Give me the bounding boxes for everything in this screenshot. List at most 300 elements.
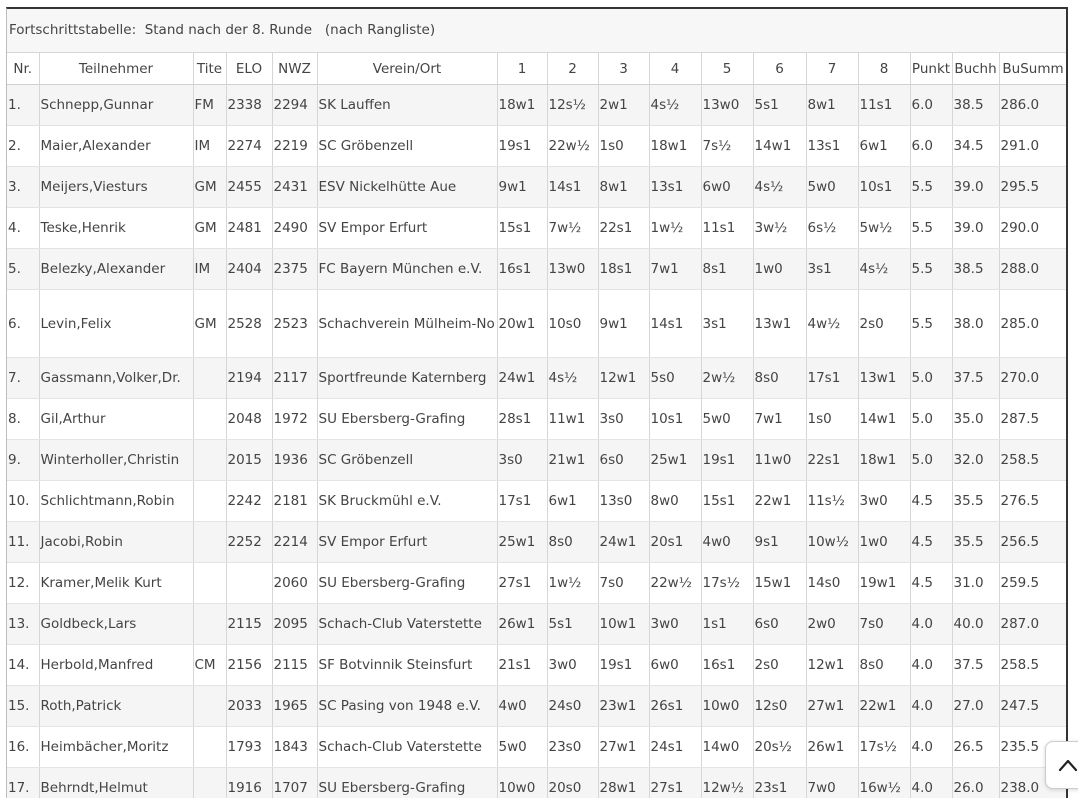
cell-col-busumme: 286.0 <box>999 85 1067 126</box>
standings-table-container <box>6 7 1068 798</box>
cell-col-round-1: 10w0 <box>497 768 547 798</box>
cell-col-round-1: 27s1 <box>497 563 547 604</box>
cell-col-round-3: 18s1 <box>598 249 649 290</box>
cell-col-nr: 4. <box>7 208 39 249</box>
cell-col-titel <box>193 358 226 399</box>
cell-col-round-6: 2s0 <box>753 645 806 686</box>
cell-col-busumme: 285.0 <box>999 290 1067 358</box>
cell-col-round-2: 5s1 <box>547 604 598 645</box>
cell-col-nwz: 2375 <box>272 249 317 290</box>
cell-col-nr: 8. <box>7 399 39 440</box>
cell-col-elo: 2048 <box>226 399 272 440</box>
cell-col-elo: 1916 <box>226 768 272 798</box>
cell-col-round-6: 3w½ <box>753 208 806 249</box>
cell-col-round-2: 23s0 <box>547 727 598 768</box>
cell-col-round-5: 14w0 <box>701 727 753 768</box>
header-col-nr: Nr. <box>7 53 39 85</box>
cell-col-nr: 13. <box>7 604 39 645</box>
cell-col-round-5: 15s1 <box>701 481 753 522</box>
table-caption: Fortschrittstabelle: Stand nach der 8. Runde (nach Rangliste) <box>7 9 1066 53</box>
cell-col-busumme: 276.5 <box>999 481 1067 522</box>
cell-col-round-1: 20w1 <box>497 290 547 358</box>
cell-col-round-1: 5w0 <box>497 727 547 768</box>
cell-col-teilnehmer: Roth,Patrick <box>39 686 193 727</box>
header-col-round-1: 1 <box>497 53 547 85</box>
table-row <box>7 399 1067 440</box>
cell-col-round-7: 1s0 <box>806 399 858 440</box>
cell-col-elo: 2528 <box>226 290 272 358</box>
cell-col-elo: 2015 <box>226 440 272 481</box>
cell-col-busumme: 256.5 <box>999 522 1067 563</box>
cell-col-buchholz: 40.0 <box>952 604 999 645</box>
cell-col-titel: IM <box>193 249 226 290</box>
cell-col-teilnehmer: Belezky,Alexander <box>39 249 193 290</box>
cell-col-punkte: 5.5 <box>910 208 952 249</box>
cell-col-verein: SV Empor Erfurt <box>317 522 497 563</box>
cell-col-titel: GM <box>193 167 226 208</box>
cell-col-round-2: 24s0 <box>547 686 598 727</box>
cell-col-elo: 2033 <box>226 686 272 727</box>
cell-col-round-7: 22s1 <box>806 440 858 481</box>
cell-col-elo: 2194 <box>226 358 272 399</box>
cell-col-round-7: 3s1 <box>806 249 858 290</box>
cell-col-titel <box>193 604 226 645</box>
header-col-round-2: 2 <box>547 53 598 85</box>
cell-col-round-3: 13s0 <box>598 481 649 522</box>
cell-col-round-5: 13w0 <box>701 85 753 126</box>
cell-col-verein: Schach-Club Vaterstette <box>317 727 497 768</box>
cell-col-verein: SK Bruckmühl e.V. <box>317 481 497 522</box>
cell-col-elo: 2242 <box>226 481 272 522</box>
cell-col-round-4: 14s1 <box>649 290 701 358</box>
cell-col-round-6: 9s1 <box>753 522 806 563</box>
cell-col-round-5: 2w½ <box>701 358 753 399</box>
cell-col-round-4: 26s1 <box>649 686 701 727</box>
cell-col-verein: FC Bayern München e.V. <box>317 249 497 290</box>
header-col-teilnehmer: Teilnehmer <box>39 53 193 85</box>
cell-col-busumme: 287.0 <box>999 604 1067 645</box>
cell-col-round-6: 4s½ <box>753 167 806 208</box>
cell-col-round-8: 11s1 <box>858 85 910 126</box>
cell-col-teilnehmer: Levin,Felix <box>39 290 193 358</box>
table-header-row <box>7 53 1067 85</box>
cell-col-nwz: 1843 <box>272 727 317 768</box>
cell-col-round-2: 14s1 <box>547 167 598 208</box>
cell-col-round-4: 22w½ <box>649 563 701 604</box>
cell-col-buchholz: 26.0 <box>952 768 999 798</box>
cell-col-busumme: 259.5 <box>999 563 1067 604</box>
cell-col-round-4: 27s1 <box>649 768 701 798</box>
cell-col-verein: SC Gröbenzell <box>317 126 497 167</box>
cell-col-round-7: 2w0 <box>806 604 858 645</box>
cell-col-punkte: 4.0 <box>910 604 952 645</box>
cell-col-titel <box>193 481 226 522</box>
cell-col-nr: 16. <box>7 727 39 768</box>
cell-col-round-8: 5w½ <box>858 208 910 249</box>
cell-col-buchholz: 31.0 <box>952 563 999 604</box>
cell-col-round-2: 12s½ <box>547 85 598 126</box>
cell-col-round-7: 13s1 <box>806 126 858 167</box>
cell-col-round-7: 26w1 <box>806 727 858 768</box>
cell-col-round-8: 2s0 <box>858 290 910 358</box>
header-col-round-6: 6 <box>753 53 806 85</box>
cell-col-round-3: 3s0 <box>598 399 649 440</box>
cell-col-round-3: 27w1 <box>598 727 649 768</box>
cell-col-round-3: 22s1 <box>598 208 649 249</box>
cell-col-nr: 11. <box>7 522 39 563</box>
cell-col-round-7: 8w1 <box>806 85 858 126</box>
cell-col-nr: 9. <box>7 440 39 481</box>
cell-col-buchholz: 37.5 <box>952 358 999 399</box>
cell-col-round-2: 8s0 <box>547 522 598 563</box>
cell-col-titel <box>193 563 226 604</box>
cell-col-buchholz: 32.0 <box>952 440 999 481</box>
cell-col-buchholz: 27.0 <box>952 686 999 727</box>
cell-col-round-1: 24w1 <box>497 358 547 399</box>
cell-col-verein: Schach-Club Vaterstette <box>317 604 497 645</box>
cell-col-nwz: 1965 <box>272 686 317 727</box>
cell-col-round-5: 19s1 <box>701 440 753 481</box>
cell-col-titel: GM <box>193 208 226 249</box>
cell-col-punkte: 4.0 <box>910 768 952 798</box>
progress-table <box>7 53 1068 798</box>
cell-col-nwz: 2490 <box>272 208 317 249</box>
table-row <box>7 645 1067 686</box>
cell-col-elo: 2481 <box>226 208 272 249</box>
cell-col-nwz: 2095 <box>272 604 317 645</box>
cell-col-teilnehmer: Maier,Alexander <box>39 126 193 167</box>
cell-col-busumme: 295.5 <box>999 167 1067 208</box>
cell-col-verein: Schachverein Mülheim-No <box>317 290 497 358</box>
cell-col-nwz: 1972 <box>272 399 317 440</box>
chevron-up-icon <box>1058 758 1078 772</box>
cell-col-round-6: 1w0 <box>753 249 806 290</box>
cell-col-round-2: 4s½ <box>547 358 598 399</box>
cell-col-round-3: 8w1 <box>598 167 649 208</box>
header-col-busumme: BuSumm <box>999 53 1067 85</box>
cell-col-round-1: 21s1 <box>497 645 547 686</box>
cell-col-round-7: 7w0 <box>806 768 858 798</box>
cell-col-round-6: 22w1 <box>753 481 806 522</box>
cell-col-round-5: 7s½ <box>701 126 753 167</box>
cell-col-punkte: 5.0 <box>910 399 952 440</box>
cell-col-buchholz: 26.5 <box>952 727 999 768</box>
cell-col-round-1: 19s1 <box>497 126 547 167</box>
cell-col-round-2: 21w1 <box>547 440 598 481</box>
cell-col-round-1: 15s1 <box>497 208 547 249</box>
cell-col-round-4: 1w½ <box>649 208 701 249</box>
cell-col-round-4: 20s1 <box>649 522 701 563</box>
cell-col-titel: IM <box>193 126 226 167</box>
cell-col-round-7: 11s½ <box>806 481 858 522</box>
cell-col-round-5: 1s1 <box>701 604 753 645</box>
cell-col-teilnehmer: Kramer,Melik Kurt <box>39 563 193 604</box>
cell-col-round-8: 6w1 <box>858 126 910 167</box>
cell-col-punkte: 6.0 <box>910 85 952 126</box>
cell-col-round-1: 16s1 <box>497 249 547 290</box>
cell-col-round-5: 4w0 <box>701 522 753 563</box>
cell-col-round-4: 7w1 <box>649 249 701 290</box>
cell-col-round-7: 27w1 <box>806 686 858 727</box>
cell-col-buchholz: 39.0 <box>952 167 999 208</box>
cell-col-busumme: 270.0 <box>999 358 1067 399</box>
cell-col-round-4: 3w0 <box>649 604 701 645</box>
header-col-elo: ELO <box>226 53 272 85</box>
header-col-round-3: 3 <box>598 53 649 85</box>
cell-col-teilnehmer: Schnepp,Gunnar <box>39 85 193 126</box>
table-row <box>7 727 1067 768</box>
cell-col-teilnehmer: Gassmann,Volker,Dr. <box>39 358 193 399</box>
cell-col-nr: 3. <box>7 167 39 208</box>
cell-col-nr: 6. <box>7 290 39 358</box>
cell-col-buchholz: 37.5 <box>952 645 999 686</box>
cell-col-nwz: 2181 <box>272 481 317 522</box>
cell-col-busumme: 247.5 <box>999 686 1067 727</box>
cell-col-round-8: 22w1 <box>858 686 910 727</box>
cell-col-busumme: 290.0 <box>999 208 1067 249</box>
cell-col-round-3: 23w1 <box>598 686 649 727</box>
cell-col-elo: 2115 <box>226 604 272 645</box>
cell-col-verein: Sportfreunde Katernberg <box>317 358 497 399</box>
cell-col-verein: SU Ebersberg-Grafing <box>317 399 497 440</box>
cell-col-round-5: 16s1 <box>701 645 753 686</box>
cell-col-round-1: 3s0 <box>497 440 547 481</box>
cell-col-round-1: 4w0 <box>497 686 547 727</box>
cell-col-punkte: 5.5 <box>910 167 952 208</box>
cell-col-teilnehmer: Behrndt,Helmut <box>39 768 193 798</box>
cell-col-punkte: 4.0 <box>910 686 952 727</box>
cell-col-round-8: 4s½ <box>858 249 910 290</box>
cell-col-round-3: 1s0 <box>598 126 649 167</box>
cell-col-round-3: 9w1 <box>598 290 649 358</box>
cell-col-busumme: 288.0 <box>999 249 1067 290</box>
cell-col-round-5: 5w0 <box>701 399 753 440</box>
cell-col-teilnehmer: Teske,Henrik <box>39 208 193 249</box>
cell-col-round-2: 7w½ <box>547 208 598 249</box>
cell-col-punkte: 4.0 <box>910 645 952 686</box>
cell-col-punkte: 5.0 <box>910 440 952 481</box>
cell-col-elo: 2156 <box>226 645 272 686</box>
cell-col-round-4: 4s½ <box>649 85 701 126</box>
cell-col-round-3: 6s0 <box>598 440 649 481</box>
cell-col-titel: CM <box>193 645 226 686</box>
cell-col-teilnehmer: Herbold,Manfred <box>39 645 193 686</box>
cell-col-titel <box>193 686 226 727</box>
cell-col-nwz: 2115 <box>272 645 317 686</box>
cell-col-verein: ESV Nickelhütte Aue <box>317 167 497 208</box>
cell-col-round-8: 17s½ <box>858 727 910 768</box>
cell-col-punkte: 5.5 <box>910 249 952 290</box>
cell-col-busumme: 238.0 <box>999 768 1067 798</box>
table-row <box>7 358 1067 399</box>
cell-col-round-8: 19w1 <box>858 563 910 604</box>
cell-col-round-8: 3w0 <box>858 481 910 522</box>
cell-col-round-1: 9w1 <box>497 167 547 208</box>
table-row <box>7 126 1067 167</box>
cell-col-busumme: 291.0 <box>999 126 1067 167</box>
cell-col-buchholz: 38.5 <box>952 249 999 290</box>
cell-col-round-5: 8s1 <box>701 249 753 290</box>
cell-col-round-4: 6w0 <box>649 645 701 686</box>
cell-col-round-1: 28s1 <box>497 399 547 440</box>
cell-col-punkte: 4.5 <box>910 522 952 563</box>
cell-col-round-8: 7s0 <box>858 604 910 645</box>
cell-col-round-2: 13w0 <box>547 249 598 290</box>
cell-col-nr: 2. <box>7 126 39 167</box>
cell-col-busumme: 258.5 <box>999 645 1067 686</box>
cell-col-teilnehmer: Goldbeck,Lars <box>39 604 193 645</box>
header-col-buchholz: Buchh <box>952 53 999 85</box>
cell-col-round-3: 28w1 <box>598 768 649 798</box>
cell-col-nr: 12. <box>7 563 39 604</box>
header-col-round-7: 7 <box>806 53 858 85</box>
cell-col-round-5: 11s1 <box>701 208 753 249</box>
cell-col-buchholz: 38.5 <box>952 85 999 126</box>
cell-col-round-1: 18w1 <box>497 85 547 126</box>
cell-col-round-6: 23s1 <box>753 768 806 798</box>
cell-col-teilnehmer: Jacobi,Robin <box>39 522 193 563</box>
cell-col-round-7: 10w½ <box>806 522 858 563</box>
cell-col-nr: 17. <box>7 768 39 798</box>
cell-col-round-6: 15w1 <box>753 563 806 604</box>
cell-col-round-1: 25w1 <box>497 522 547 563</box>
cell-col-round-8: 16w½ <box>858 768 910 798</box>
cell-col-titel <box>193 727 226 768</box>
cell-col-punkte: 5.0 <box>910 358 952 399</box>
cell-col-teilnehmer: Meijers,Viesturs <box>39 167 193 208</box>
cell-col-round-8: 18w1 <box>858 440 910 481</box>
cell-col-round-6: 5s1 <box>753 85 806 126</box>
header-col-round-8: 8 <box>858 53 910 85</box>
cell-col-round-8: 14w1 <box>858 399 910 440</box>
cell-col-punkte: 4.5 <box>910 481 952 522</box>
cell-col-round-4: 5s0 <box>649 358 701 399</box>
cell-col-round-5: 6w0 <box>701 167 753 208</box>
cell-col-busumme: 235.5 <box>999 727 1067 768</box>
cell-col-elo: 2455 <box>226 167 272 208</box>
cell-col-buchholz: 35.0 <box>952 399 999 440</box>
cell-col-round-6: 14w1 <box>753 126 806 167</box>
cell-col-round-6: 7w1 <box>753 399 806 440</box>
cell-col-round-3: 10w1 <box>598 604 649 645</box>
cell-col-round-3: 12w1 <box>598 358 649 399</box>
cell-col-round-3: 7s0 <box>598 563 649 604</box>
table-row <box>7 481 1067 522</box>
cell-col-titel: FM <box>193 85 226 126</box>
header-col-nwz: NWZ <box>272 53 317 85</box>
cell-col-nwz: 2117 <box>272 358 317 399</box>
cell-col-round-4: 10s1 <box>649 399 701 440</box>
cell-col-titel <box>193 399 226 440</box>
cell-col-elo <box>226 563 272 604</box>
cell-col-punkte: 6.0 <box>910 126 952 167</box>
cell-col-round-8: 1w0 <box>858 522 910 563</box>
cell-col-nwz: 1707 <box>272 768 317 798</box>
cell-col-round-7: 12w1 <box>806 645 858 686</box>
scroll-to-top-button[interactable] <box>1045 741 1078 789</box>
table-row <box>7 249 1067 290</box>
cell-col-round-4: 24s1 <box>649 727 701 768</box>
table-row <box>7 440 1067 481</box>
cell-col-elo: 2252 <box>226 522 272 563</box>
cell-col-titel <box>193 522 226 563</box>
cell-col-nr: 14. <box>7 645 39 686</box>
cell-col-verein: SU Ebersberg-Grafing <box>317 563 497 604</box>
cell-col-round-3: 19s1 <box>598 645 649 686</box>
cell-col-round-2: 3w0 <box>547 645 598 686</box>
table-row <box>7 768 1067 798</box>
cell-col-round-2: 22w½ <box>547 126 598 167</box>
cell-col-round-2: 10s0 <box>547 290 598 358</box>
cell-col-round-7: 4w½ <box>806 290 858 358</box>
cell-col-round-2: 11w1 <box>547 399 598 440</box>
cell-col-teilnehmer: Heimbächer,Moritz <box>39 727 193 768</box>
cell-col-verein: SC Pasing von 1948 e.V. <box>317 686 497 727</box>
cell-col-nwz: 2219 <box>272 126 317 167</box>
cell-col-round-6: 8s0 <box>753 358 806 399</box>
cell-col-round-4: 18w1 <box>649 126 701 167</box>
cell-col-round-6: 13w1 <box>753 290 806 358</box>
cell-col-round-1: 17s1 <box>497 481 547 522</box>
cell-col-nr: 15. <box>7 686 39 727</box>
cell-col-round-5: 12w½ <box>701 768 753 798</box>
cell-col-round-4: 13s1 <box>649 167 701 208</box>
cell-col-busumme: 258.5 <box>999 440 1067 481</box>
cell-col-buchholz: 38.0 <box>952 290 999 358</box>
header-col-punkte: Punkt <box>910 53 952 85</box>
table-row <box>7 686 1067 727</box>
cell-col-round-3: 24w1 <box>598 522 649 563</box>
cell-col-round-8: 10s1 <box>858 167 910 208</box>
cell-col-round-6: 20s½ <box>753 727 806 768</box>
cell-col-punkte: 4.5 <box>910 563 952 604</box>
header-col-round-5: 5 <box>701 53 753 85</box>
table-row <box>7 290 1067 358</box>
cell-col-elo: 2274 <box>226 126 272 167</box>
cell-col-verein: SF Botvinnik Steinsfurt <box>317 645 497 686</box>
cell-col-nr: 5. <box>7 249 39 290</box>
cell-col-round-6: 11w0 <box>753 440 806 481</box>
cell-col-busumme: 287.5 <box>999 399 1067 440</box>
cell-col-buchholz: 34.5 <box>952 126 999 167</box>
cell-col-verein: SU Ebersberg-Grafing <box>317 768 497 798</box>
cell-col-verein: SV Empor Erfurt <box>317 208 497 249</box>
cell-col-round-5: 10w0 <box>701 686 753 727</box>
cell-col-round-1: 26w1 <box>497 604 547 645</box>
cell-col-round-6: 12s0 <box>753 686 806 727</box>
cell-col-punkte: 5.5 <box>910 290 952 358</box>
cell-col-nwz: 2523 <box>272 290 317 358</box>
cell-col-round-8: 8s0 <box>858 645 910 686</box>
cell-col-buchholz: 39.0 <box>952 208 999 249</box>
cell-col-nwz: 2294 <box>272 85 317 126</box>
cell-col-round-4: 8w0 <box>649 481 701 522</box>
cell-col-round-7: 5w0 <box>806 167 858 208</box>
cell-col-round-3: 2w1 <box>598 85 649 126</box>
header-col-titel: Tite <box>193 53 226 85</box>
cell-col-round-5: 17s½ <box>701 563 753 604</box>
cell-col-elo: 1793 <box>226 727 272 768</box>
cell-col-nr: 10. <box>7 481 39 522</box>
cell-col-round-7: 17s1 <box>806 358 858 399</box>
cell-col-teilnehmer: Gil,Arthur <box>39 399 193 440</box>
cell-col-round-4: 25w1 <box>649 440 701 481</box>
cell-col-nwz: 2214 <box>272 522 317 563</box>
cell-col-buchholz: 35.5 <box>952 522 999 563</box>
cell-col-nwz: 2060 <box>272 563 317 604</box>
header-col-round-4: 4 <box>649 53 701 85</box>
cell-col-round-7: 14s0 <box>806 563 858 604</box>
